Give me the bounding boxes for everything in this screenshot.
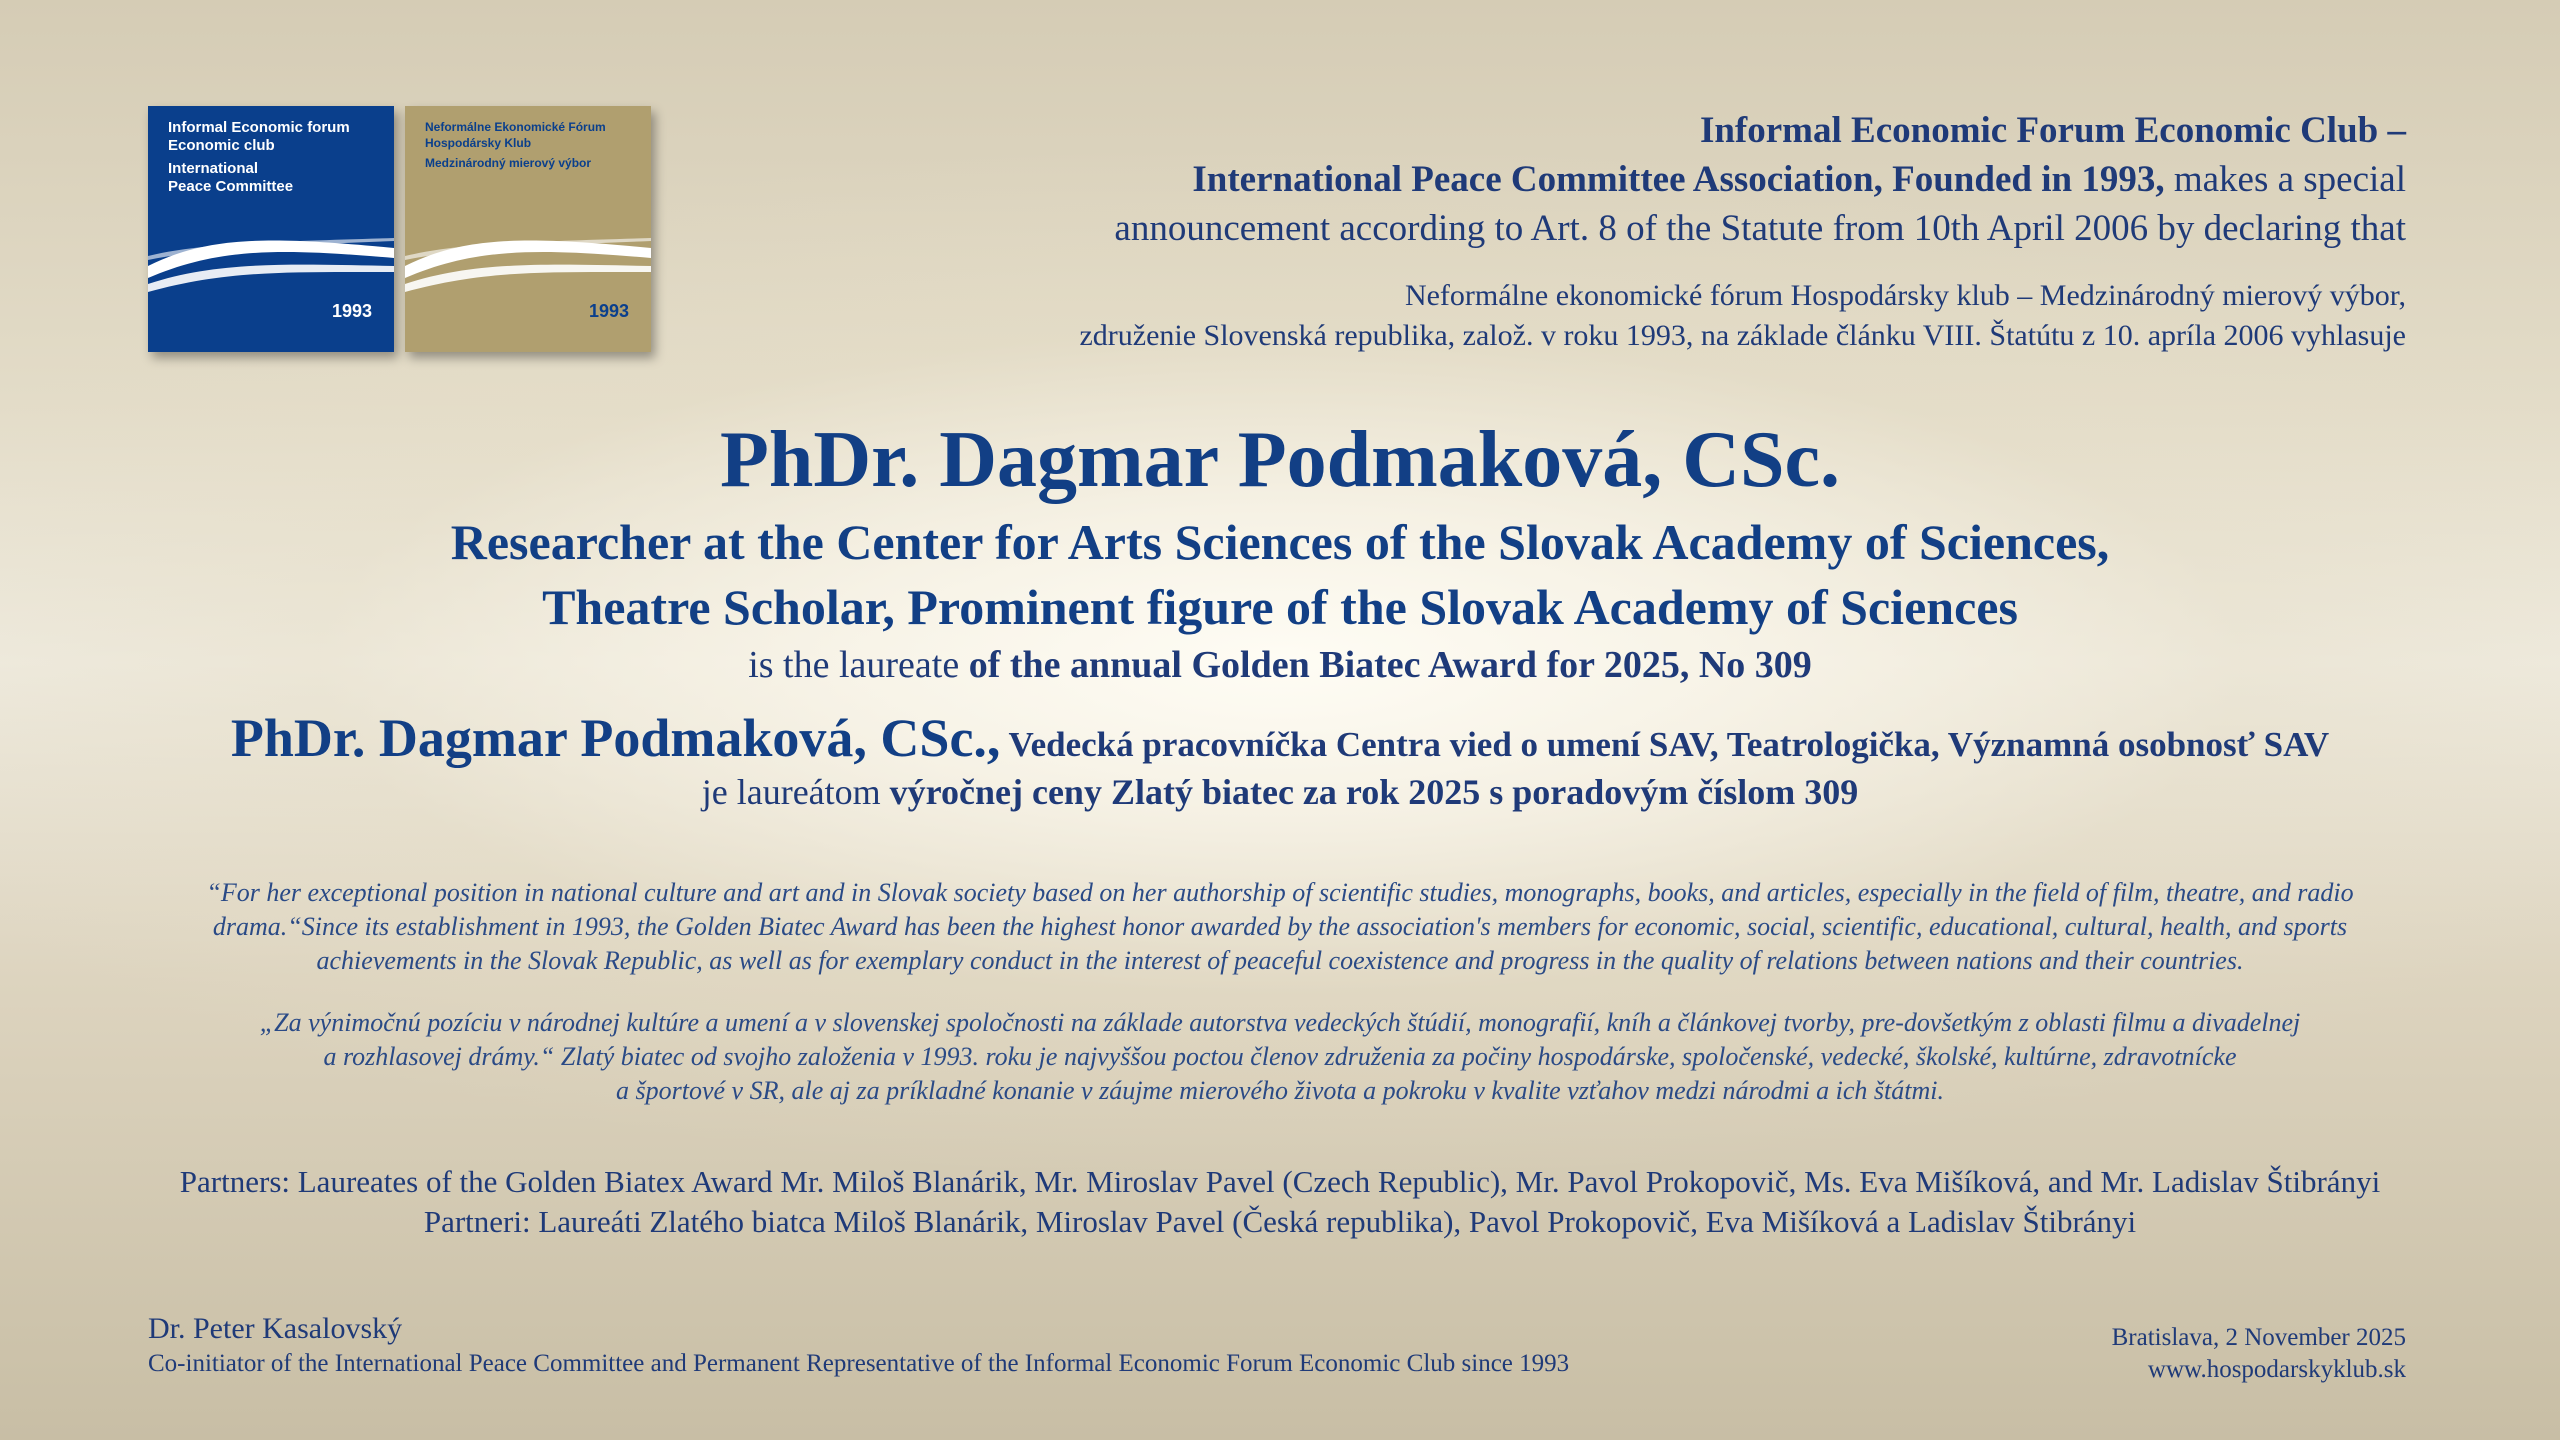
award-statement-en	[0, 640, 2560, 690]
award-en-bold: of the annual Golden Biatec Award for 2025, No 309	[968, 644, 1812, 686]
wave-icon	[405, 226, 651, 306]
citation-sk-line: „Za výnimočnú pozíciu v národnej kultúre a umení a v slovenskej spoločnosti na základe autorstva vedeckých štúdií, monografií, kníh a článkovej tvorby, pre-dovšetkým z oblasti filmu a divadelnej	[259, 1008, 2301, 1037]
partners-sk: Partneri: Laureáti Zlatého biatca Miloš Blanárik, Miroslav Pavel (Česká republika), Pavol Prokopovič, Eva Mišíková a Ladislav Štibrányi	[423, 1204, 2137, 1239]
citation-en	[80, 876, 2480, 978]
citation-sk-line: a rozhlasovej drámy.“ Zlatý biatec od svojho založenia v 1993. roku je najvyššou poctou členov združenia za počiny hospodárske, spoločenské, vedecké, školské, kultúrne, zdravotnícke	[323, 1042, 2237, 1071]
citation-en-line: achievements in the Slovak Republic, as well as for exemplary conduct in the interest of peaceful coexistence and progress in the quality of relations between nations and their countries.	[316, 946, 2244, 975]
citation-sk	[80, 1006, 2480, 1108]
wave-icon	[148, 226, 394, 306]
laureate-role-line1: Researcher at the Center for Arts Sciences of the Slovak Academy of Sciences,	[450, 514, 2110, 570]
header-announcement-en	[806, 106, 2406, 253]
signatory-role: Co-initiator of the International Peace Committee and Permanent Representative of the Informal Economic Forum Economic Club since 1993	[148, 1350, 1570, 1377]
place-date: Bratislava, 2 November 2025	[2111, 1324, 2406, 1351]
logo-slovak-line: Neformálne Ekonomické Fórum	[425, 120, 606, 134]
partners-en: Partners: Laureates of the Golden Biatex Award Mr. Miloš Blanárik, Mr. Miroslav Pavel (Czech Republic), Mr. Pavol Prokopovič, Ms. Eva Mišíková, and Mr. Ladislav Štibrányi	[179, 1164, 2381, 1199]
logo-english-line: International	[168, 160, 259, 177]
website-link[interactable]: www.hospodarskyklub.sk	[2147, 1356, 2406, 1383]
logo-english-line: Peace Committee	[168, 178, 294, 195]
logo-english-line: Economic club	[168, 137, 275, 154]
award-en-prefix: is the laureate	[748, 644, 969, 686]
logo-english-line: Informal Economic forum	[168, 119, 350, 136]
award-sk-bold: výročnej ceny Zlatý biatec za rok 2025 s poradovým číslom 309	[889, 772, 1859, 812]
award-sk-prefix: je laureátom	[701, 772, 890, 812]
logo-slovak	[405, 106, 651, 352]
logo-slovak-year: 1993	[588, 301, 629, 321]
header-en-line1: Informal Economic Forum Economic Club –	[1699, 110, 2406, 151]
laureate-name: PhDr. Dagmar Podmaková, CSc.	[719, 416, 1841, 504]
header-sk-line1: Neformálne ekonomické fórum Hospodársky klub – Medzinárodný mierový výbor,	[1404, 279, 2406, 312]
header-en-line2-bold: International Peace Committee Association, Founded in 1993,	[1192, 159, 2165, 200]
award-statement-sk	[0, 768, 2560, 816]
laureate-role-line2: Theatre Scholar, Prominent figure of the Slovak Academy of Sciences	[542, 579, 2018, 635]
header-announcement-sk	[806, 276, 2406, 356]
logo-slovak-line: Hospodársky Klub	[425, 136, 532, 150]
header-en-line3: announcement according to Art. 8 of the Statute from 10th April 2006 by declaring that	[1114, 208, 2406, 249]
logo-english-year: 1993	[331, 301, 372, 321]
header-sk-line2: združenie Slovenská republika, založ. v roku 1993, na základe článku VIII. Štatútu z 10. apríla 2006 vyhlasuje	[1079, 319, 2406, 352]
header-en-line2-rest: makes a special	[2164, 159, 2406, 200]
laureate-role-sk: Vedecká pracovníčka Centra vied o umení SAV, Teatrologička, Významná osobnosť SAV	[1000, 725, 2330, 764]
citation-sk-line: a športové v SR, ale aj za príkladné konanie v záujme mierového života a pokroku v kvalite vzťahov medzi národmi a ich štátmi.	[616, 1076, 1944, 1105]
header-en-line2	[806, 155, 2406, 204]
citation-en-line: drama.“Since its establishment in 1993, the Golden Biatec Award has been the highest honor awarded by the association's members for economic, social, scientific, educational, cultural, health, and sports	[212, 912, 2348, 941]
laureate-name-sk: PhDr. Dagmar Podmaková, CSc.,	[230, 708, 1001, 768]
signatory-name: Dr. Peter Kasalovský	[148, 1312, 403, 1345]
citation-en-line: “For her exceptional position in national culture and art and in Slovak society based on her authorship of scientific studies, monographs, books, and articles, especially in the field of film, theatre, and radio	[206, 878, 2354, 907]
logo-slovak-line: Medzinárodný mierový výbor	[425, 156, 592, 170]
logo-english	[148, 106, 394, 352]
